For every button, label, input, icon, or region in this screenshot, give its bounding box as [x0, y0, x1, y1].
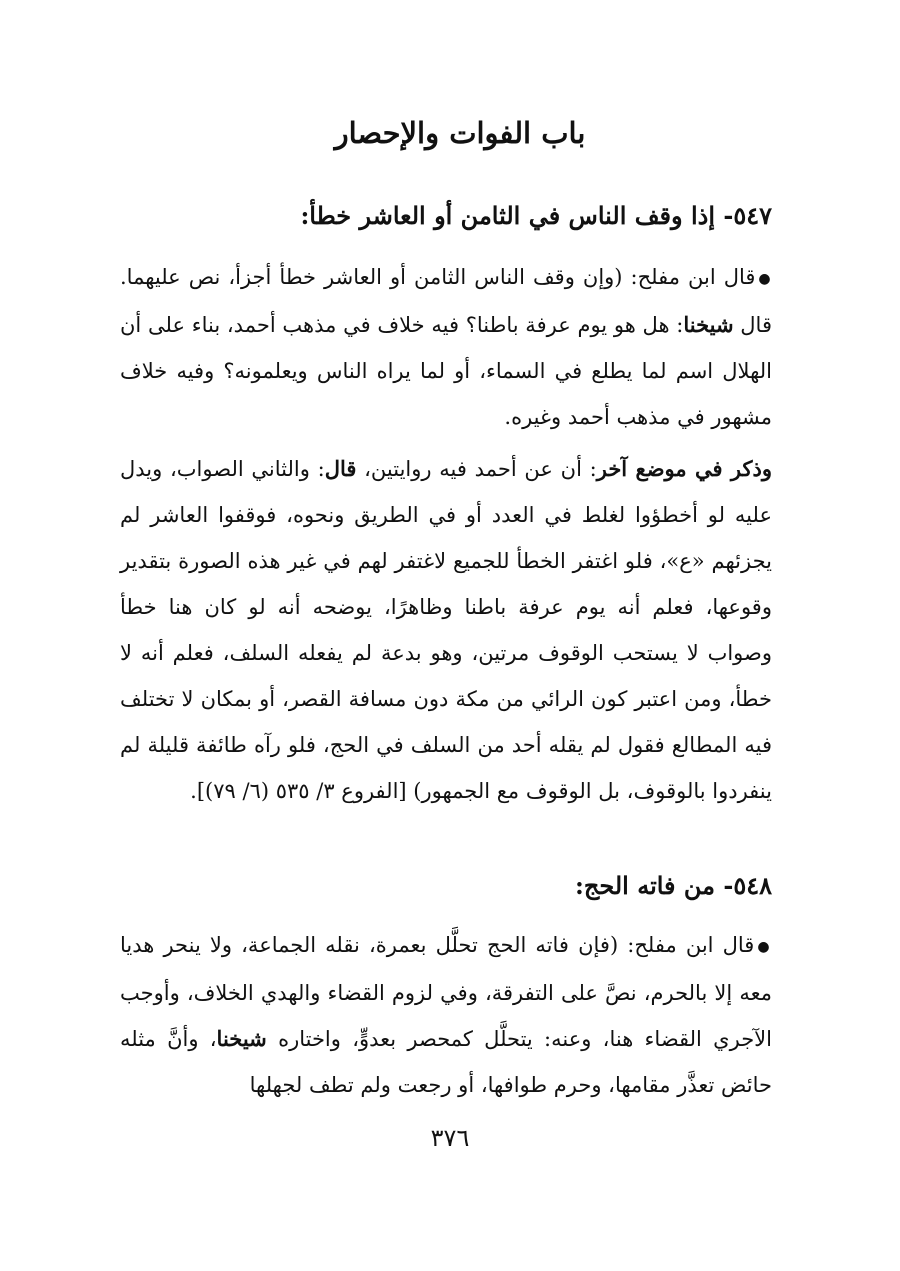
page-number: ٣٧٦	[430, 1124, 470, 1152]
chapter-title: باب الفوات والإحصار	[334, 116, 586, 150]
bullet-icon: ●	[758, 270, 773, 287]
paragraph-547-1	[120, 254, 772, 440]
paragraph-text: قال ابن مفلح: (فإن فاته الحج تحلَّل بعمرة، نقله الجماعة، ولا ينحر هديا معه إلا بالحرم، نصَّ على التفرقة، وفي لزوم القضاء والهدي الخلاف، وأوجب الآجري القضاء هنا، وعنه: يتحلَّل كمحصر بعدوٍّ، واختاره	[120, 933, 772, 1051]
lead-phrase: وذكر في موضع آخر	[596, 456, 772, 481]
bullet-icon: ●	[757, 938, 773, 955]
shaykh-term: شيخنا	[216, 1025, 267, 1051]
paragraph-text: قال ابن مفلح: (وإن وقف الناس الثامن أو العاشر خطأ أجزأ، نص عليهما. قال	[120, 265, 772, 337]
section-heading-548: ٥٤٨- من فاته الحج:	[575, 871, 772, 900]
section-heading-547: ٥٤٧- إذا وقف الناس في الثامن أو العاشر خطأ:	[300, 201, 772, 230]
paragraph-text: : والثاني الصواب، ويدل عليه لو أخطؤوا لغلط في العدد أو في الطريق ونحوه، فوقفوا العاشر لم يجزئهم «ع»، فلو اغتفر الخطأ للجميع لاغتفر لهم في غير هذه الصورة بتقدير وقوعها، فعلم أنه يوم عرفة باطنا وظاهرًا، يوضحه أنه لو كان هنا خطأ وصواب لا يستحب الوقوف مرتين، وهو بدعة لم يفعله السلف، فعلم أنه لا خطأ، ومن اعتبر كون الرائي من مكة دون مسافة القصر، أو بمكان لا تختلف فيه المطالع فقول لم يقله أحد من السلف في الحج، فلو رآه طائفة قليلة لم ينفردوا بالوقوف، بل الوقوف مع الجمهور) [الفروع ٣/ ٥٣٥ (٦/ ٧٩)].	[120, 457, 772, 803]
paragraph-548-1	[120, 922, 772, 1108]
paragraph-text: : أن عن أحمد فيه روايتين،	[356, 457, 597, 481]
qal-term: قال	[324, 456, 357, 481]
paragraph-text: : هل هو يوم عرفة باطنا؟ فيه خلاف في مذهب أحمد، بناء على أن الهلال اسم لما يطلع في السماء، أو لما يراه الناس ويعلمونه؟ وفيه خلاف مشهور في مذهب أحمد وغيره.	[120, 312, 772, 429]
paragraph-547-2	[120, 446, 772, 814]
paragraph-text: ، وأنَّ مثله حائض تعذَّر مقامها، وحرم طوافها، أو رجعت ولم تطف لجهلها	[120, 1026, 772, 1097]
shaykh-term: شيخنا	[683, 311, 734, 337]
